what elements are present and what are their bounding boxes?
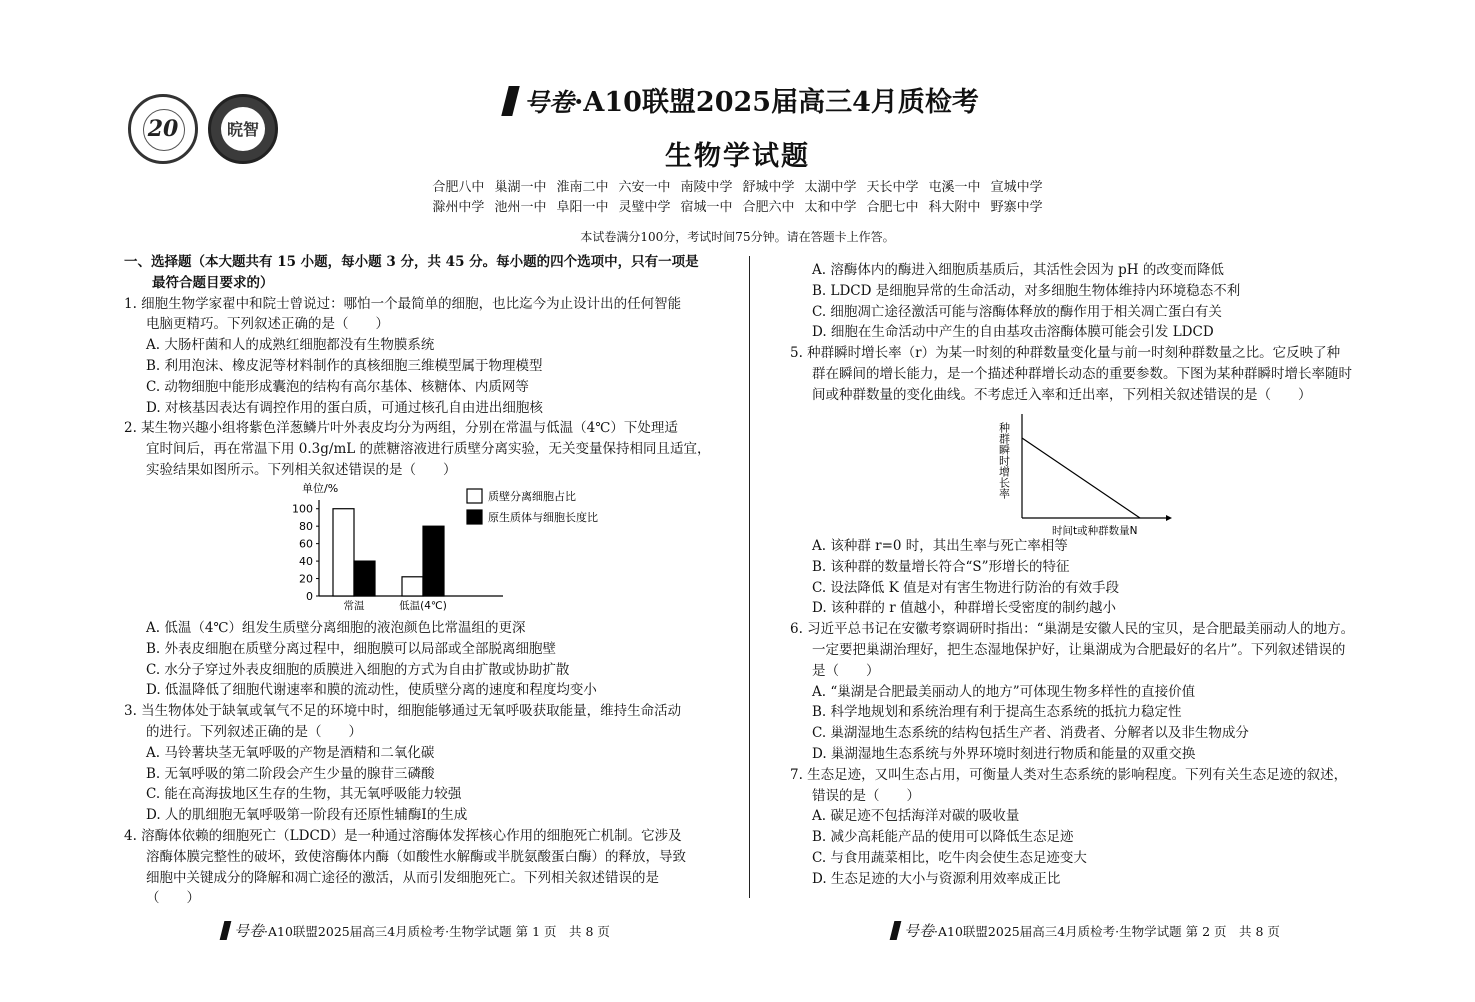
- question-6-text: 是（ ）: [812, 662, 880, 679]
- question-7-text: 7. 生态足迹，又叫生态占用，可衡量人类对生态系统的影响程度。下列有关生态足迹的叙述，: [790, 766, 1348, 783]
- school: 巢湖一中: [494, 180, 547, 195]
- footer-page-2-text: ·A10联盟2025届高三4月质检考·生物学试题 第 2 页 共 8 页: [934, 924, 1280, 939]
- question-6-text: 一定要把巢湖治理好，把生态湿地保护好，让巢湖成为合肥最好的名片”。下列叙述错误的: [812, 641, 1346, 658]
- growth-rate-curve: [1022, 438, 1140, 518]
- question-5-text: 5. 种群瞬时增长率（r）为某一时刻的种群数量变化量与前一时刻种群数量之比。它反映了种: [790, 345, 1341, 362]
- x-axis-arrow-icon: [1166, 515, 1172, 521]
- school: 滁州中学: [432, 200, 485, 215]
- school: 阜阳一中: [556, 200, 609, 215]
- column-divider: [749, 256, 750, 898]
- footer-brand: 号卷: [904, 922, 935, 940]
- bar-1-1: [423, 526, 444, 596]
- question-4-option-c: C. 细胞凋亡途径激活可能与溶酶体释放的酶作用于相关凋亡蛋白有关: [812, 303, 1222, 320]
- section-title-cont: 最符合题目要求的）: [152, 274, 274, 291]
- school: 淮南二中: [556, 180, 609, 195]
- footer-page-1-text: ·A10联盟2025届高三4月质检考·生物学试题 第 1 页 共 8 页: [264, 924, 610, 939]
- question-6-option-d: D. 巢湖湿地生态系统与外界环境时刻进行物质和能量的双重交换: [812, 745, 1196, 762]
- bar-chart-tick-label: 20: [299, 572, 313, 586]
- bar-chart-tick-label: 80: [299, 520, 313, 534]
- bar-chart-tick-label: 0: [306, 590, 313, 603]
- question-4-text: 4. 溶酶体依赖的细胞死亡（LDCD）是一种通过溶酶体发挥核心作用的细胞死亡机制。它涉及: [124, 827, 682, 844]
- question-7-option-c: C. 与食用蔬菜相比，吃牛肉会使生态足迹变大: [812, 849, 1087, 866]
- exam-notice: 本试卷满分100分，考试时间75分钟。请在答题卡上作答。: [580, 230, 895, 244]
- education-seal-logo: 晥智: [208, 94, 278, 164]
- question-4-text: 细胞中关键成分的降解和凋亡途径的激活，从而引发细胞死亡。下列相关叙述错误的是: [146, 869, 659, 886]
- school: 科大附中: [928, 200, 981, 215]
- question-1-option-a: A. 大肠杆菌和人的成熟红细胞都没有生物膜系统: [146, 337, 435, 354]
- question-1-option-c: C. 动物细胞中能形成囊泡的结构有高尔基体、核糖体、内质网等: [146, 378, 529, 395]
- question-7-option-d: D. 生态足迹的大小与资源利用效率成正比: [812, 870, 1061, 887]
- school: 宿城一中: [680, 200, 733, 215]
- question-2-option-a: A. 低温（4℃）组发生质壁分离细胞的液泡颜色比常温组的更深: [146, 620, 526, 636]
- question-2-text: 2. 某生物兴趣小组将紫色洋葱鳞片叶外表皮均分为两组，分别在常温与低温（4℃）下处理适: [124, 420, 678, 437]
- left-column-top: [124, 252, 711, 481]
- question-1-option-b: B. 利用泡沫、橡皮泥等材料制作的真核细胞三维模型属于物理模型: [146, 357, 543, 374]
- bar-chart-tick-label: 40: [299, 555, 313, 569]
- footer-brand: 号卷: [234, 922, 265, 940]
- bar-chart-y-label: 单位/%: [302, 482, 339, 495]
- bar-chart-category-label: 低温(4℃): [399, 600, 447, 612]
- bar-0-0: [333, 509, 354, 596]
- school: 合肥七中: [866, 200, 919, 215]
- exam-title-text: ·A10联盟2025届高三4月质检考: [574, 87, 979, 118]
- question-2-option-b: B. 外表皮细胞在质壁分离过程中，细胞膜可以局部或全部脱离细胞壁: [146, 640, 557, 657]
- right-column-bottom: [790, 536, 1354, 890]
- bar-chart-tick-label: 60: [299, 537, 313, 551]
- legend-label: 原生质体与细胞长度比: [488, 511, 598, 524]
- plasmolysis-bar-chart: [285, 478, 625, 618]
- school: 灵璧中学: [618, 200, 671, 215]
- question-7-text: 错误的是（ ）: [812, 787, 920, 804]
- question-2-text: 实验结果如图所示。下列相关叙述错误的是（ ）: [146, 461, 457, 478]
- footer-page-2: [892, 920, 1280, 941]
- line-chart-x-label: 时间t或种群数量N: [1052, 525, 1138, 537]
- question-4-option-d: D. 细胞在生命活动中产生的自由基攻击溶酶体膜可能会引发 LDCD: [812, 324, 1214, 341]
- school-list-row-2: [0, 196, 1475, 215]
- question-7-option-b: B. 减少高耗能产品的使用可以降低生态足迹: [812, 829, 1074, 846]
- bar-chart-category-label: 常温: [343, 600, 365, 612]
- question-6-option-a: A. “巢湖是合肥最美丽动人的地方”可体现生物多样性的直接价值: [812, 683, 1196, 700]
- question-5-text: 群在瞬间的增长能力，是一个描述种群增长动态的重要参数。下图为某种群瞬时增长率随时: [812, 365, 1352, 382]
- question-4-option-b: B. LDCD 是细胞异常的生命活动，对多细胞生物体维持内环境稳态不利: [812, 282, 1241, 299]
- alliance-seal-logo: 20: [128, 94, 198, 164]
- question-1-text: 1. 细胞生物学家翟中和院士曾说过：哪怕一个最简单的细胞，也比迄今为止设计出的任何智能: [124, 295, 682, 312]
- school: 舒城中学: [742, 180, 795, 195]
- question-2-option-c: C. 水分子穿过外表皮细胞的质膜进入细胞的方式为自由扩散或协助扩散: [146, 661, 570, 678]
- question-3-text: 3. 当生物体处于缺氧或氧气不足的环境中时，细胞能够通过无氧呼吸获取能量，维持生命活动: [124, 703, 682, 720]
- question-1-text: 电脑更精巧。下列叙述正确的是（ ）: [146, 316, 389, 333]
- school: 太湖中学: [804, 180, 857, 195]
- school: 合肥六中: [742, 200, 795, 215]
- question-6-option-b: B. 科学地规划和系统治理有利于提高生态系统的抵抗力稳定性: [812, 704, 1182, 721]
- question-4-text: （ ）: [146, 890, 200, 907]
- brand-stroke-icon: [220, 921, 232, 940]
- school: 合肥八中: [432, 180, 485, 195]
- question-3-text: 的进行。下列叙述正确的是（ ）: [146, 723, 362, 740]
- legend-label: 质壁分离细胞占比: [488, 490, 576, 503]
- footer-page-1: [222, 920, 610, 941]
- school: 屯溪一中: [928, 180, 981, 195]
- left-column-bottom: [124, 618, 686, 909]
- bar-0-1: [354, 561, 375, 596]
- bar-1-0: [402, 577, 423, 596]
- exam-title: [505, 80, 979, 119]
- question-5-option-d: D. 该种群的 r 值越小，种群增长受密度的制约越小: [812, 600, 1116, 617]
- right-column-top: [790, 260, 1352, 406]
- school: 太和中学: [804, 200, 857, 215]
- question-3-option-c: C. 能在高海拔地区生存的生物，其无氧呼吸能力较强: [146, 786, 462, 803]
- question-3-option-a: A. 马铃薯块茎无氧呼吸的产物是酒精和二氧化碳: [146, 744, 435, 761]
- line-chart-y-label: 种群瞬时增长率: [997, 422, 1011, 499]
- school-list-row-1: [0, 176, 1475, 195]
- question-5-text: 间或种群数量的变化曲线。不考虑迁入率和迁出率，下列相关叙述错误的是（ ）: [812, 386, 1312, 403]
- question-5-option-c: C. 设法降低 K 值是对有害生物进行防治的有效手段: [812, 579, 1120, 596]
- section-title: 一、选择题（本大题共有 15 小题，每小题 3 分，共 45 分。每小题的四个选项中，只有一项是: [124, 254, 699, 270]
- question-4-text: 溶酶体膜完整性的破坏，致使溶酶体内酶（如酸性水解酶或半胱氨酸蛋白酶）的释放，导致: [146, 848, 686, 865]
- question-3-option-d: D. 人的肌细胞无氧呼吸第一阶段有还原性辅酶I的生成: [146, 807, 468, 824]
- question-2-text: 宜时间后，再在常温下用 0.3g/mL 的蔗糖溶液进行质壁分离实验，无关变量保持相同且适宜，: [146, 441, 711, 458]
- subject-title: 生物学试题: [665, 141, 810, 172]
- growth-rate-line-chart: [990, 410, 1180, 538]
- question-5-option-a: A. 该种群 r=0 时，其出生率与死亡率相等: [812, 538, 1068, 554]
- question-2-option-d: D. 低温降低了细胞代谢速率和膜的流动性，使质壁分离的速度和程度均变小: [146, 682, 597, 699]
- question-7-option-a: A. 碳足迹不包括海洋对碳的吸收量: [812, 808, 1020, 825]
- legend-swatch: [467, 510, 482, 524]
- school: 南陵中学: [680, 180, 733, 195]
- question-1-option-d: D. 对核基因表达有调控作用的蛋白质，可通过核孔自由进出细胞核: [146, 399, 543, 416]
- question-6-option-c: C. 巢湖湿地生态系统的结构包括生产者、消费者、分解者以及非生物成分: [812, 725, 1249, 742]
- school: 宣城中学: [990, 180, 1043, 195]
- brand-name: 号卷: [524, 88, 575, 117]
- legend-swatch: [467, 489, 482, 503]
- question-4-option-a: A. 溶酶体内的酶进入细胞质基质后，其活性会因为 pH 的改变而降低: [812, 262, 1224, 278]
- school: 天长中学: [866, 180, 919, 195]
- question-6-text: 6. 习近平总书记在安徽考察调研时指出：“巢湖是安徽人民的宝贝，是合肥最美丽动人的地方。: [790, 621, 1355, 638]
- brand-stroke-icon: [501, 86, 519, 116]
- school: 池州一中: [494, 200, 547, 215]
- brand-stroke-icon: [890, 921, 902, 940]
- question-5-option-b: B. 该种群的数量增长符合“S”形增长的特征: [812, 558, 1070, 575]
- school: 六安一中: [618, 180, 671, 195]
- school: 野寨中学: [990, 200, 1043, 215]
- bar-chart-tick-label: 100: [292, 502, 313, 516]
- question-3-option-b: B. 无氧呼吸的第二阶段会产生少量的腺苷三磷酸: [146, 765, 435, 782]
